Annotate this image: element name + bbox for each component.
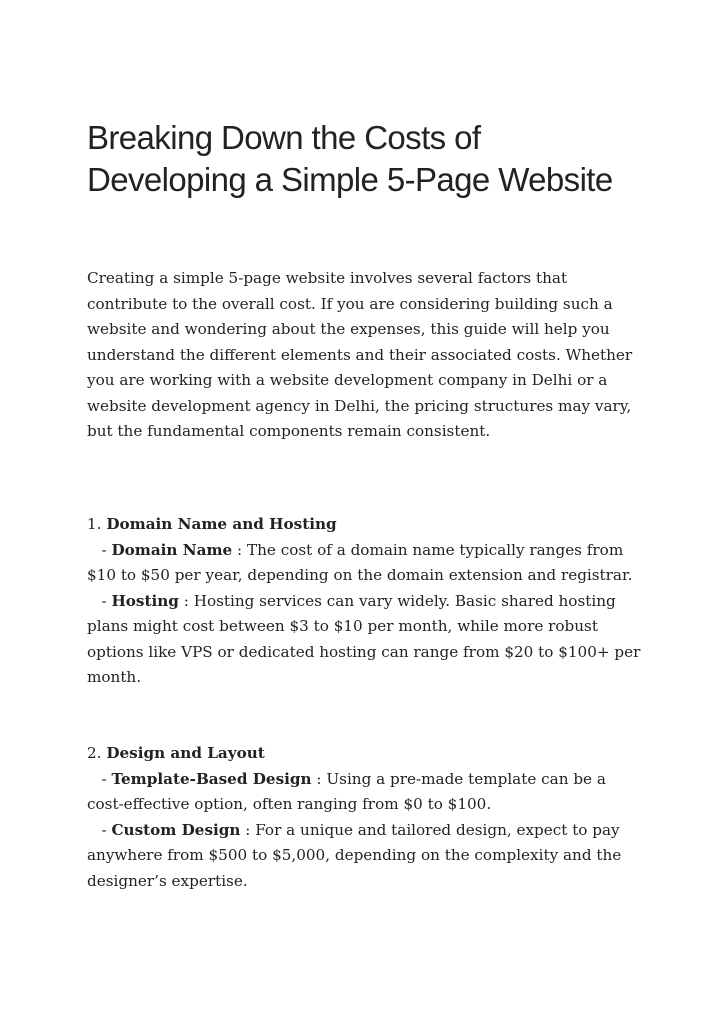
section-number: 2. xyxy=(87,744,102,762)
section-domain-hosting xyxy=(87,512,643,691)
item-dash: - xyxy=(101,540,112,559)
item-text: : For a unique and tailored design, expect to pay anywhere from $500 to $5,000, depending on the complexity and the designer’s expertise. xyxy=(87,820,622,890)
item-label: Domain Name xyxy=(111,540,233,559)
item-dash: - xyxy=(101,769,112,788)
page-title: Breaking Down the Costs of Developing a Simple 5-Page Website xyxy=(87,119,613,198)
section-item-custom-design xyxy=(87,818,643,895)
section-heading-text: Domain Name and Hosting xyxy=(106,515,337,533)
section-item-hosting xyxy=(87,589,643,691)
section-item-template-design xyxy=(87,767,643,818)
item-text: : Hosting services can vary widely. Basic shared hosting plans might cost between $3 to $10 per month, while more robust options like VPS or dedicated hosting can range from $20 to $100+ per month. xyxy=(87,591,641,686)
section-item-domain-name xyxy=(87,538,643,589)
section-number: 1. xyxy=(87,515,102,533)
section-design-layout xyxy=(87,741,643,894)
item-dash: - xyxy=(101,591,112,610)
item-label: Template-Based Design xyxy=(111,769,312,788)
section-heading-text: Design and Layout xyxy=(106,744,265,762)
section-heading xyxy=(87,741,643,767)
item-text: : Using a pre-made template can be a cost-effective option, often ranging from $0 to $100. xyxy=(87,769,606,813)
item-dash: - xyxy=(101,820,112,839)
section-heading xyxy=(87,512,643,538)
intro-paragraph: Creating a simple 5-page website involves several factors that contribute to the overall cost. If you are considering building such a website and wondering about the expenses, this guide will help you understand the different elements and their associated costs. Whether you are working with a website development company in Delhi or a website development agency in Delhi, the pricing structures may vary, but the fundamental components remain consistent. xyxy=(87,269,633,440)
item-label: Custom Design xyxy=(111,820,241,839)
item-text: : The cost of a domain name typically ranges from $10 to $50 per year, depending on the domain extension and registrar. xyxy=(87,540,633,584)
item-label: Hosting xyxy=(111,591,179,610)
